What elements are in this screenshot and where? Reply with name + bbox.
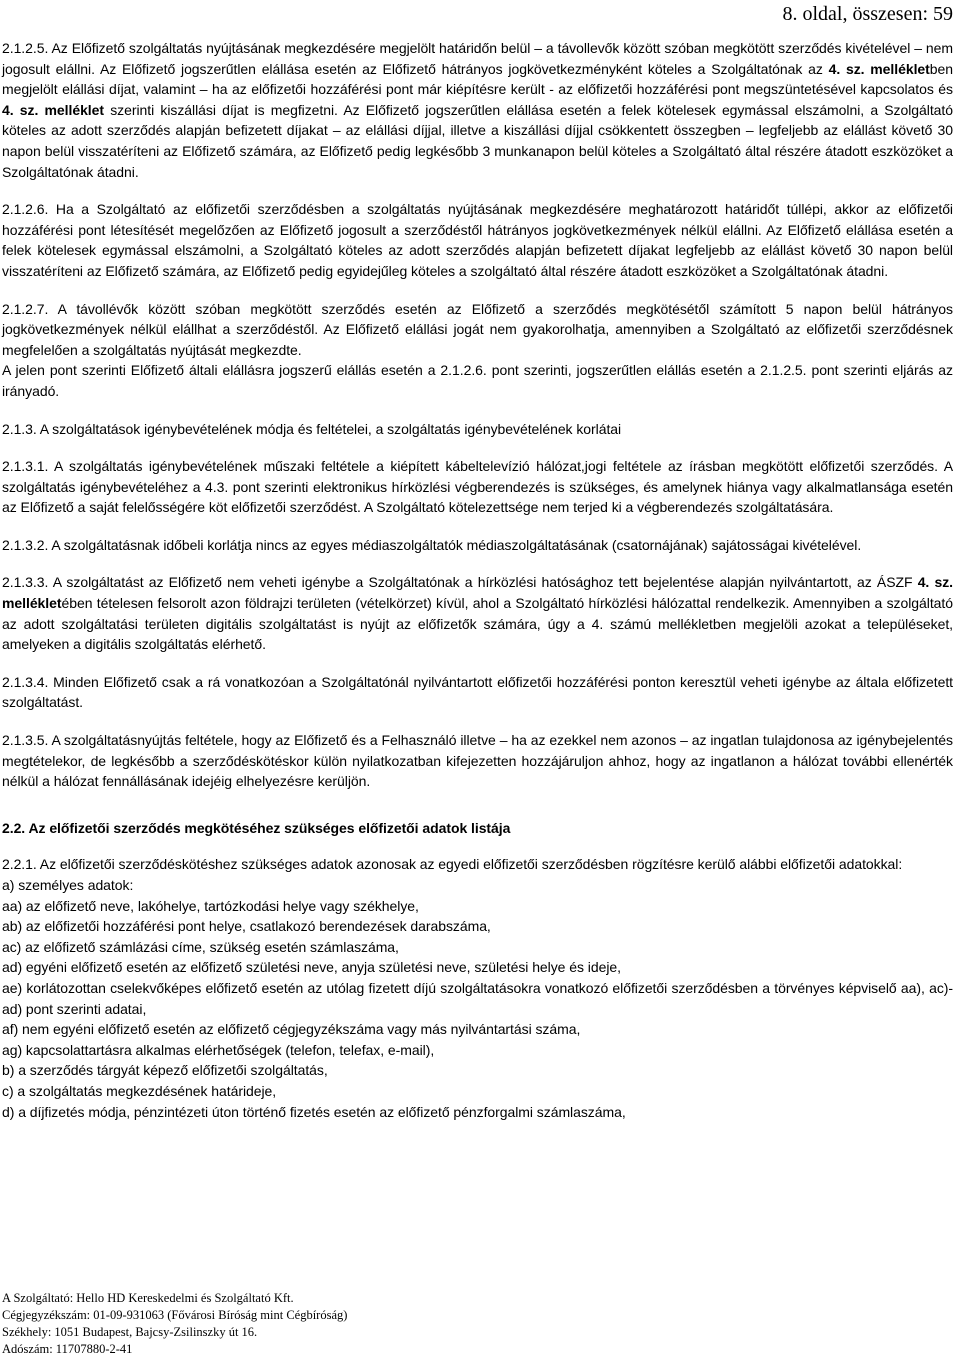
annex-4-reference: 4. sz. melléklet [828, 60, 930, 77]
company-footer [2, 1290, 347, 1358]
list-item: aa) az előfizető neve, lakóhelye, tartózkodási helye vagy székhelye, [2, 897, 419, 914]
annex-4-reference: 4. sz. melléklet [2, 101, 104, 118]
list-item: ag) kapcsolattartásra alkalmas elérhetőségek (telefon, telefax, e-mail), [2, 1041, 435, 1058]
section-title-2-2: 2.2. Az előfizetői szerződés megkötéséhez szükséges előfizetői adatok listája [2, 819, 511, 836]
list-item: ab) az előfizetői hozzáférési pont helye, csatlakozó berendezések darabszáma, [2, 918, 491, 935]
list-item: ac) az előfizető számlázási címe, szükség esetén számlaszáma, [2, 938, 399, 955]
paragraph-2-1-3-1: 2.1.3.1. A szolgáltatás igénybevételének műszaki feltétele a kiépített kábeltelevízió hálózat,jogi feltétele az írásban megkötött előfizetői szerződés. A szolgáltatás igénybevételéhez a 4.3. pont szerinti elektronikus hírközlési végberendezés is szükséges, és amelynek hiánya vagy alkalmatlansága esetén az Előfizető a saját felelősségére köt előfizetői szerződést. A Szolgáltató kötelezettsége nem terjed ki a végberendezés szolgáltatására. [2, 458, 953, 516]
paragraph-2-1-2-5-text-a: 2.1.2.5. Az Előfizető szolgáltatás nyújtásának megkezdésére megjelölt határidőn belül – a távollevők között szóban megkötött szerződés kivételével – nem jogosult elállni. Az Előfizető jogszerűtlen elállása esetén az Előfizető hátrányos jogkövetkezményként köteles a Szolgáltatónak az [2, 40, 953, 77]
annex-4-reference: 4. sz. melléklet [2, 574, 953, 612]
document-body [2, 38, 953, 1122]
paragraph-2-1-2-5 [2, 38, 953, 182]
list-item: af) nem egyéni előfizető esetén az előfizető cégjegyzékszáma vagy más nyilvántartási száma, [2, 1021, 581, 1038]
paragraph-2-1-3-heading: 2.1.3. A szolgáltatások igénybevételének módja és feltételei, a szolgáltatás igénybevételének korlátai [2, 420, 622, 437]
subscriber-data-list [2, 875, 953, 1122]
footer-tax-number: Adószám: 11707880-2-41 [2, 1342, 133, 1356]
list-item: c) a szolgáltatás megkezdésének határideje, [2, 1082, 277, 1099]
footer-registration-number: Cégjegyzékszám: 01-09-931063 (Fővárosi Bíróság mint Cégbíróság) [2, 1308, 348, 1322]
list-item: ae) korlátozottan cselekvőképes előfizető esetén az utólag fizetett díjú szolgáltatásokra vonatkozó előfizetői szerződésben a törvényes képviselő aa), ac)-ad) pont szerinti adatai, [2, 979, 953, 1017]
page-number-header: 8. oldal, összesen: 59 [782, 3, 953, 25]
paragraph-2-1-3-2: 2.1.3.2. A szolgáltatásnak időbeli korlátja nincs az egyes médiaszolgáltatók médiaszolgáltatásának (csatornájának) sajátosságai kivételével. [2, 536, 862, 553]
paragraph-2-1-3-5: 2.1.3.5. A szolgáltatásnyújtás feltétele, hogy az Előfizető és a Felhasználó illetve – ha az ezekkel nem azonos – az ingatlan tulajdonosa az igénybejelentés megtételekor, de legkésőbb a szerződéskötéskor külön nyilatkozatban kifejezetten hozzájáruljon ahhoz, hogy az ingatlanon a hálózat további ellenérték nélkül a hálózat fennállásának idejéig elhelyezésre kerüljön. [2, 732, 953, 790]
list-item: d) a díjfizetés módja, pénzintézeti úton történő fizetés esetén az előfizető pénzforgalmi számlaszáma, [2, 1103, 626, 1120]
paragraph-2-1-2-6: 2.1.2.6. Ha a Szolgáltató az előfizetői szerződésben a szolgáltatás nyújtásának megkezdésére meghatározott határidőt túllépi, akkor az előfizetői hozzáférési pont létesítését megelőzően az Előfizető jogosult a szerződéstől hátrányos jogkövetkezmények nélkül elállni. Az Előfizető elállása esetén a felek kötelesek egymással elszámolni, a Szolgáltató köteles az adott szerződés alapján befizetett díjakat legfeljebb az elállást követő 30 napon belül visszatéríteni az Előfizető számára, az Előfizető pedig egyidejűleg köteles a szolgáltató által részére átadott eszközöket a Szolgáltatónak átadni. [2, 201, 953, 279]
paragraph-2-1-3-4: 2.1.3.4. Minden Előfizető csak a rá vonatkozóan a Szolgáltatónál nyilvántartott előfizetői hozzáférési ponton keresztül veheti igénybe az általa előfizetett szolgáltatást. [2, 673, 953, 711]
paragraph-2-1-3-3-text-c: ében tételesen felsorolt azon földrajzi területen (vételkörzet) kívül, ahol a Szolgáltató hírközlési hálózattal rendelkezik. Amennyiben a szolgáltató az adott szolgáltatási területen digitális szolgáltatást is nyújt az előfizetők számára, úgy a 4. számú mellékletben megjelöli azokat a településeket, amelyeken a digitális szolgáltatás elérhető. [2, 595, 953, 653]
paragraph-2-1-2-5-text-d: szerinti kiszállási díjat is megfizetni. Az Előfizető jogszerűtlen elállása esetén a felek kötelesek egymással elszámolni, a Szolgáltató köteles az adott szerződés alapján befizetett díjakat – az elállási díjjal, illetve a kiszállási díjjal csökkentett összegben – legfeljebb az elállást követő 30 napon belül visszatéríteni az Előfizető számára, az Előfizető pedig legkésőbb 3 munkanapon belül köteles a Szolgáltató által részére átadott eszközöket a Szolgáltatónak átadni. [2, 101, 953, 180]
paragraph-2-1-2-7-procedure: A jelen pont szerinti Előfizető általi elállásra jogszerű elállás esetén a 2.1.2.6. pont szerinti, jogszerűtlen elállás esetén a 2.1.2.5. pont szerinti eljárás az irányadó. [2, 362, 953, 399]
list-item: b) a szerződés tárgyát képező előfizetői szolgáltatás, [2, 1062, 328, 1079]
footer-address: Székhely: 1051 Budapest, Bajcsy-Zsilinszky út 16. [2, 1325, 258, 1339]
paragraph-2-1-3-3 [2, 572, 953, 654]
paragraph-2-1-3-3-text-a: 2.1.3.3. A szolgáltatást az Előfizető nem veheti igénybe a Szolgáltatónak a hírközlési hatósághoz tett bejelentése alapján nyilvántartott, az ÁSZF [2, 574, 918, 591]
paragraph-2-1-2-7: 2.1.2.7. A távollévők között szóban megkötött szerződés esetén az Előfizető a szerződés megkötésétől számított 5 napon belül hátrányos jogkövetkezmények nélkül elállhat a szerződéstől. Az Előfizető elállási jogát nem gyakorolhatja, amennyiben a Szolgáltató az előfizetői szerződésnek megfelelően a szolgáltatás nyújtását megkezdte. [2, 300, 953, 358]
footer-company-name: A Szolgáltató: Hello HD Kereskedelmi és Szolgáltató Kft. [2, 1291, 294, 1305]
list-item: ad) egyéni előfizető esetén az előfizető születési neve, anyja születési neve, születési helye és ideje, [2, 959, 621, 976]
paragraph-2-2-1: 2.2.1. Az előfizetői szerződéskötéshez szükséges adatok azonosak az egyedi előfizetői szerződésben rögzítésre kerülő alábbi előfizetői adatokkal: [2, 856, 903, 873]
paragraph-2-1-2-5-text-c: ben megjelölt elállási díjat, valamint – ha az előfizetői hozzáférési pont már kiépítésre került - az előfizetői hozzáférési pont megszüntetésével kapcsolatos és [2, 60, 953, 98]
list-item: a) személyes adatok: [2, 877, 134, 893]
